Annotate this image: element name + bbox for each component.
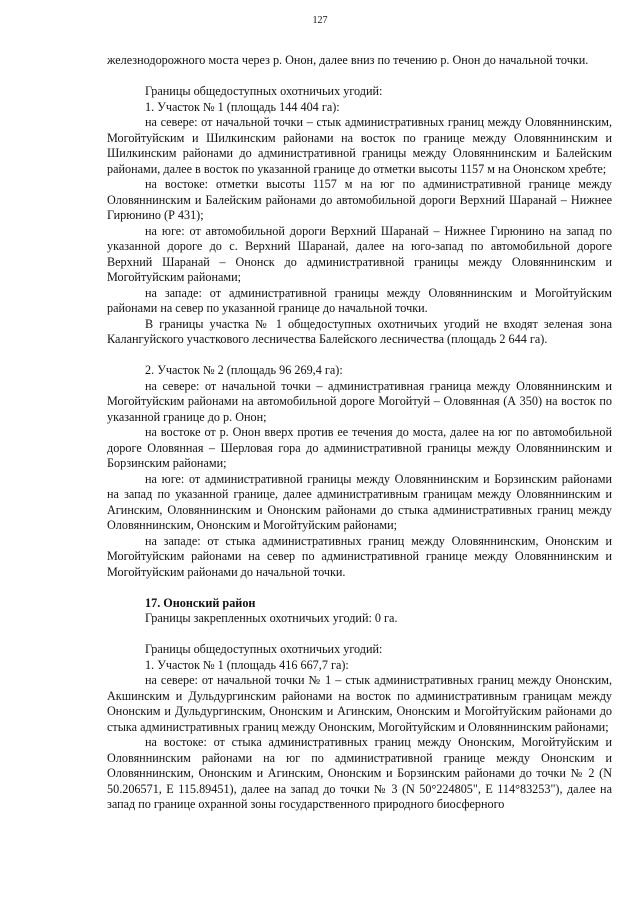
paragraph: на севере: от начальной точки № 1 – стык административных границ между Ононским, Акшинским и Дульдургинским районами на восток по административным границам между Ононским и Дульдургинским, Ононским и Агинским, Ононским и Могойтуйским районами до стыка административных границ между Ононским, Могойтуйским и Оловяннинским районами; [107,673,612,734]
paragraph: Границы закрепленных охотничьих угодий: 0 га. [145,611,398,625]
paragraph: 1. Участок № 1 (площадь 144 404 га): [145,99,340,114]
paragraph: на западе: от административной границы между Оловяннинским и Могойтуйским районами на север по указанной границе до начальной точки. [107,285,612,315]
paragraph: 1. Участок № 1 (площадь 416 667,7 га): [145,657,349,672]
paragraph: на юге: от административной границы между Оловяннинским и Борзинским районами на запад по указанной границе, далее административным границам между Оловяннинским и Агинским, Оловяннинским и Ононским районами до стыка административных границ между Оловяннинским, Ононским и Могойтуйским районами; [107,471,612,532]
paragraph: Границы общедоступных охотничьих угодий: [145,642,383,656]
paragraph: на юге: от автомобильной дороги Верхний Шаранай – Нижнее Гирюнино на запад по указанной дороге до с. Верхний Шаранай, далее на юго-запад по автомобильной дороге Верхний Шаранай – Ононск до административной границы между Оловяннинским и Могойтуйским районами; [107,223,612,284]
paragraph: на севере: от начальной точки – административная граница между Оловяннинским и Могойтуйским районами на автомобильной дороге Могойтуй – Оловянная (А 350) на восток по указанной границе до р. Онон; [107,378,612,424]
paragraph: на востоке от р. Онон вверх против ее течения до моста, далее на юг по автомобильной дороге Оловянная – Шерловая гора до административной границы между Оловяннинским и Борзинским районами; [107,425,612,470]
paragraph: Границы общедоступных охотничьих угодий: [145,84,383,98]
paragraph: на западе: от стыка административных границ между Оловяннинским, Ононским и Могойтуйским районами на север по административной границе между Оловяннинским и Могойтуйским районами до начальной точки. [107,533,612,579]
paragraph: В границы участка № 1 общедоступных охотничьих угодий не входят зеленая зона Калангуйского участкового лесничества Балейского лесничества (площадь 2 644 га). [107,316,612,346]
page-number: 127 [312,15,328,26]
document-body [107,53,612,813]
paragraph: на севере: от начальной точки – стык административных границ между Оловяннинским, Могойтуйским и Шилкинским районами на восток по границе между Оловяннинским и Шилкинским районами до административной границы между Оловяннинским и Балейским районами, далее в восток по указанной границе до отметки высоты 1157 м на Ононском хребте; [107,115,612,176]
paragraph: на востоке: отметки высоты 1157 м на юг по административной границе между Оловяннинским и Балейским районами до автомобильной дороги Верхний Шаранай – Нижнее Гирюнино (Р 431); [107,177,612,222]
section-heading: 17. Ононский район [145,595,256,610]
paragraph: железнодорожного моста через р. Онон, далее вниз по течению р. Онон до начальной точки. [107,53,589,67]
paragraph: на востоке: от стыка административных границ между Ононским, Могойтуйским и Оловяннинским районами на юг по административной границе между Ононским и Оловяннинским, Ононским и Агинским, Ононским и Борзинским районами до точки № 2 (N 50.206571, E 115.89451), далее на запад до точки № 3 (N 50°224805", E 114°83253"), далее на запад по границе охранной зоны государственного природного биосферного [107,735,612,811]
paragraph: 2. Участок № 2 (площадь 96 269,4 га): [145,363,343,377]
